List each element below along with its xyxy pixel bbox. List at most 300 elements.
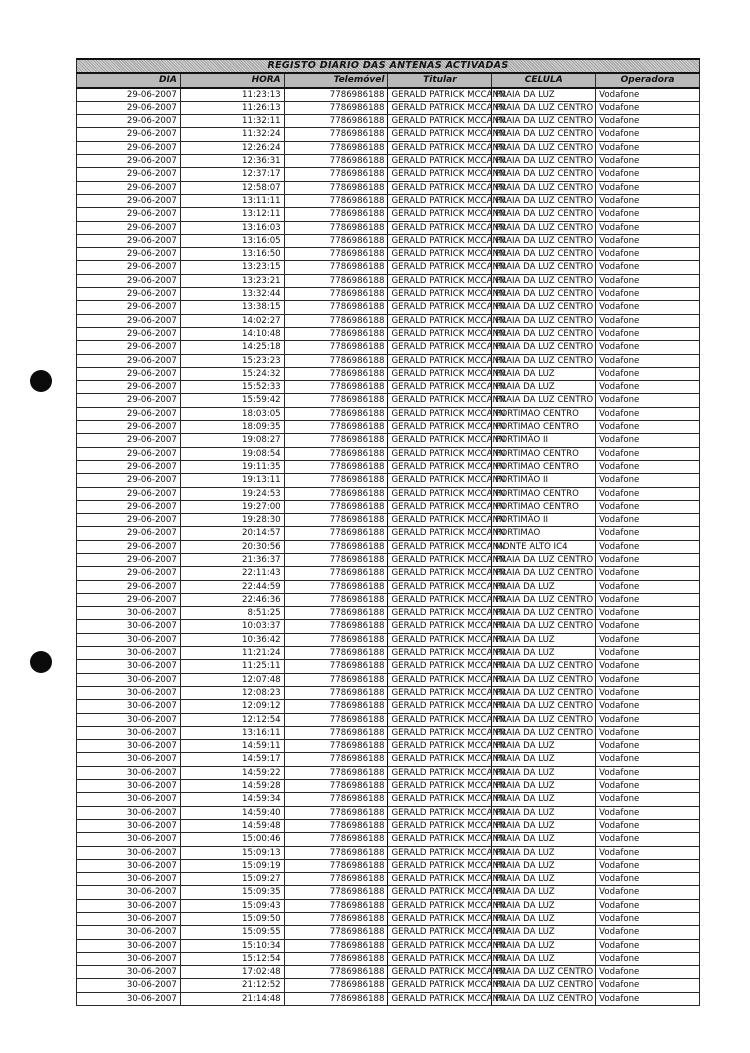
cell-telemovel: 7786986188	[284, 660, 388, 673]
cell-celula: PRAIA DA LUZ CENTRO	[492, 700, 596, 713]
cell-hora: 19:24:53	[180, 487, 284, 500]
cell-titular: GERALD PATRICK MCCANN	[388, 367, 492, 380]
cell-operadora: Vodafone	[596, 686, 700, 699]
cell-titular: GERALD PATRICK MCCANN	[388, 713, 492, 726]
cell-celula: PRAIA DA LUZ	[492, 952, 596, 965]
table-row	[77, 194, 700, 207]
cell-titular: GERALD PATRICK MCCANN	[388, 314, 492, 327]
cell-dia: 30-06-2007	[77, 700, 181, 713]
cell-telemovel: 7786986188	[284, 859, 388, 872]
cell-operadora: Vodafone	[596, 128, 700, 141]
cell-titular: GERALD PATRICK MCCANN	[388, 288, 492, 301]
cell-hora: 15:09:27	[180, 873, 284, 886]
cell-hora: 14:25:18	[180, 341, 284, 354]
cell-telemovel: 7786986188	[284, 301, 388, 314]
cell-operadora: Vodafone	[596, 553, 700, 566]
cell-operadora: Vodafone	[596, 88, 700, 102]
cell-celula: PRAIA DA LUZ	[492, 819, 596, 832]
cell-operadora: Vodafone	[596, 248, 700, 261]
cell-celula: PRAIA DA LUZ CENTRO	[492, 660, 596, 673]
cell-operadora: Vodafone	[596, 101, 700, 114]
table-row	[77, 88, 700, 102]
cell-hora: 12:09:12	[180, 700, 284, 713]
table-row	[77, 181, 700, 194]
cell-titular: GERALD PATRICK MCCANN	[388, 394, 492, 407]
table-row	[77, 407, 700, 420]
antenna-register-table	[76, 58, 700, 1006]
cell-hora: 22:46:36	[180, 593, 284, 606]
cell-dia: 30-06-2007	[77, 673, 181, 686]
cell-hora: 18:09:35	[180, 421, 284, 434]
cell-hora: 15:09:50	[180, 913, 284, 926]
cell-celula: PRAIA DA LUZ CENTRO	[492, 553, 596, 566]
cell-dia: 29-06-2007	[77, 553, 181, 566]
cell-telemovel: 7786986188	[284, 553, 388, 566]
cell-hora: 19:13:11	[180, 474, 284, 487]
table-row	[77, 367, 700, 380]
cell-operadora: Vodafone	[596, 939, 700, 952]
cell-telemovel: 7786986188	[284, 248, 388, 261]
cell-titular: GERALD PATRICK MCCANN	[388, 819, 492, 832]
table-row	[77, 966, 700, 979]
cell-titular: GERALD PATRICK MCCANN	[388, 979, 492, 992]
cell-hora: 12:12:54	[180, 713, 284, 726]
cell-hora: 13:16:05	[180, 234, 284, 247]
cell-celula: PORTIMAO CENTRO	[492, 487, 596, 500]
cell-celula: PRAIA DA LUZ	[492, 381, 596, 394]
cell-titular: GERALD PATRICK MCCANN	[388, 354, 492, 367]
cell-operadora: Vodafone	[596, 952, 700, 965]
cell-celula: PRAIA DA LUZ CENTRO	[492, 686, 596, 699]
cell-celula: PRAIA DA LUZ	[492, 740, 596, 753]
cell-dia: 29-06-2007	[77, 248, 181, 261]
cell-telemovel: 7786986188	[284, 939, 388, 952]
cell-operadora: Vodafone	[596, 327, 700, 340]
cell-titular: GERALD PATRICK MCCANN	[388, 474, 492, 487]
cell-titular: GERALD PATRICK MCCANN	[388, 873, 492, 886]
table-row	[77, 314, 700, 327]
cell-hora: 15:10:34	[180, 939, 284, 952]
cell-operadora: Vodafone	[596, 992, 700, 1005]
table-row	[77, 926, 700, 939]
cell-operadora: Vodafone	[596, 261, 700, 274]
cell-celula: PRAIA DA LUZ CENTRO	[492, 234, 596, 247]
cell-titular: GERALD PATRICK MCCANN	[388, 753, 492, 766]
cell-operadora: Vodafone	[596, 873, 700, 886]
table-row	[77, 979, 700, 992]
cell-celula: PRAIA DA LUZ CENTRO	[492, 181, 596, 194]
cell-dia: 29-06-2007	[77, 367, 181, 380]
cell-operadora: Vodafone	[596, 194, 700, 207]
table-row	[77, 713, 700, 726]
cell-telemovel: 7786986188	[284, 633, 388, 646]
cell-dia: 30-06-2007	[77, 633, 181, 646]
cell-hora: 22:44:59	[180, 580, 284, 593]
table-row	[77, 660, 700, 673]
cell-dia: 30-06-2007	[77, 620, 181, 633]
cell-operadora: Vodafone	[596, 966, 700, 979]
table-row	[77, 141, 700, 154]
cell-titular: GERALD PATRICK MCCANN	[388, 647, 492, 660]
cell-dia: 29-06-2007	[77, 540, 181, 553]
cell-hora: 15:23:23	[180, 354, 284, 367]
cell-hora: 10:36:42	[180, 633, 284, 646]
cell-titular: GERALD PATRICK MCCANN	[388, 620, 492, 633]
cell-celula: PRAIA DA LUZ CENTRO	[492, 354, 596, 367]
cell-operadora: Vodafone	[596, 886, 700, 899]
cell-operadora: Vodafone	[596, 314, 700, 327]
cell-dia: 30-06-2007	[77, 833, 181, 846]
cell-titular: GERALD PATRICK MCCANN	[388, 407, 492, 420]
cell-telemovel: 7786986188	[284, 833, 388, 846]
cell-telemovel: 7786986188	[284, 620, 388, 633]
cell-operadora: Vodafone	[596, 593, 700, 606]
cell-dia: 30-06-2007	[77, 939, 181, 952]
cell-celula: PRAIA DA LUZ CENTRO	[492, 208, 596, 221]
cell-titular: GERALD PATRICK MCCANN	[388, 660, 492, 673]
cell-celula: PRAIA DA LUZ CENTRO	[492, 593, 596, 606]
cell-celula: PRAIA DA LUZ	[492, 88, 596, 102]
cell-hora: 13:16:50	[180, 248, 284, 261]
cell-celula: PRAIA DA LUZ CENTRO	[492, 274, 596, 287]
table-body	[77, 88, 700, 1006]
table-row	[77, 780, 700, 793]
cell-celula: PRAIA DA LUZ CENTRO	[492, 567, 596, 580]
table-row	[77, 766, 700, 779]
cell-operadora: Vodafone	[596, 487, 700, 500]
table-row	[77, 447, 700, 460]
cell-dia: 30-06-2007	[77, 607, 181, 620]
cell-hora: 10:03:37	[180, 620, 284, 633]
cell-telemovel: 7786986188	[284, 407, 388, 420]
cell-operadora: Vodafone	[596, 633, 700, 646]
cell-celula: PRAIA DA LUZ	[492, 886, 596, 899]
cell-dia: 30-06-2007	[77, 926, 181, 939]
cell-hora: 13:23:15	[180, 261, 284, 274]
cell-titular: GERALD PATRICK MCCANN	[388, 686, 492, 699]
cell-operadora: Vodafone	[596, 141, 700, 154]
cell-titular: GERALD PATRICK MCCANN	[388, 780, 492, 793]
cell-celula: PRAIA DA LUZ CENTRO	[492, 141, 596, 154]
table-row	[77, 633, 700, 646]
cell-telemovel: 7786986188	[284, 593, 388, 606]
cell-celula: PRAIA DA LUZ	[492, 633, 596, 646]
cell-dia: 29-06-2007	[77, 567, 181, 580]
cell-telemovel: 7786986188	[284, 274, 388, 287]
table-row	[77, 620, 700, 633]
cell-telemovel: 7786986188	[284, 766, 388, 779]
cell-dia: 29-06-2007	[77, 288, 181, 301]
table-row	[77, 846, 700, 859]
cell-operadora: Vodafone	[596, 447, 700, 460]
cell-dia: 29-06-2007	[77, 421, 181, 434]
cell-celula: PRAIA DA LUZ CENTRO	[492, 327, 596, 340]
cell-telemovel: 7786986188	[284, 141, 388, 154]
cell-operadora: Vodafone	[596, 620, 700, 633]
col-header-dia: DIA	[77, 73, 181, 87]
cell-operadora: Vodafone	[596, 713, 700, 726]
cell-hora: 14:59:48	[180, 819, 284, 832]
cell-titular: GERALD PATRICK MCCANN	[388, 155, 492, 168]
cell-dia: 30-06-2007	[77, 793, 181, 806]
cell-celula: PORTIMAO CENTRO	[492, 447, 596, 460]
cell-dia: 29-06-2007	[77, 115, 181, 128]
table-row	[77, 726, 700, 739]
cell-titular: GERALD PATRICK MCCANN	[388, 926, 492, 939]
cell-hora: 13:23:21	[180, 274, 284, 287]
cell-dia: 30-06-2007	[77, 952, 181, 965]
table-row	[77, 673, 700, 686]
cell-titular: GERALD PATRICK MCCANN	[388, 886, 492, 899]
col-header-telemovel: Telemóvel	[284, 73, 388, 87]
cell-telemovel: 7786986188	[284, 314, 388, 327]
table-row	[77, 128, 700, 141]
cell-operadora: Vodafone	[596, 514, 700, 527]
cell-operadora: Vodafone	[596, 766, 700, 779]
cell-hora: 13:16:11	[180, 726, 284, 739]
cell-celula: PRAIA DA LUZ	[492, 939, 596, 952]
cell-celula: PRAIA DA LUZ	[492, 780, 596, 793]
cell-celula: MONTE ALTO IC4	[492, 540, 596, 553]
cell-celula: PRAIA DA LUZ	[492, 846, 596, 859]
cell-dia: 30-06-2007	[77, 966, 181, 979]
cell-dia: 30-06-2007	[77, 913, 181, 926]
cell-celula: PRAIA DA LUZ	[492, 580, 596, 593]
cell-hora: 11:32:24	[180, 128, 284, 141]
cell-operadora: Vodafone	[596, 288, 700, 301]
cell-dia: 30-06-2007	[77, 819, 181, 832]
cell-hora: 14:59:22	[180, 766, 284, 779]
cell-operadora: Vodafone	[596, 607, 700, 620]
cell-operadora: Vodafone	[596, 221, 700, 234]
cell-telemovel: 7786986188	[284, 700, 388, 713]
table-row	[77, 740, 700, 753]
cell-telemovel: 7786986188	[284, 288, 388, 301]
table-row	[77, 553, 700, 566]
cell-hora: 14:59:28	[180, 780, 284, 793]
cell-telemovel: 7786986188	[284, 381, 388, 394]
cell-celula: PRAIA DA LUZ CENTRO	[492, 966, 596, 979]
table-row	[77, 288, 700, 301]
cell-titular: GERALD PATRICK MCCANN	[388, 913, 492, 926]
cell-operadora: Vodafone	[596, 726, 700, 739]
cell-hora: 15:12:54	[180, 952, 284, 965]
cell-hora: 13:38:15	[180, 301, 284, 314]
cell-titular: GERALD PATRICK MCCANN	[388, 899, 492, 912]
cell-hora: 19:11:35	[180, 460, 284, 473]
cell-titular: GERALD PATRICK MCCANN	[388, 301, 492, 314]
cell-celula: PORTIMAO CENTRO	[492, 500, 596, 513]
cell-hora: 11:23:13	[180, 88, 284, 102]
table-row	[77, 527, 700, 540]
cell-dia: 29-06-2007	[77, 141, 181, 154]
cell-titular: GERALD PATRICK MCCANN	[388, 500, 492, 513]
cell-dia: 30-06-2007	[77, 886, 181, 899]
cell-telemovel: 7786986188	[284, 500, 388, 513]
cell-hora: 14:02:27	[180, 314, 284, 327]
cell-dia: 30-06-2007	[77, 780, 181, 793]
cell-celula: PRAIA DA LUZ CENTRO	[492, 168, 596, 181]
cell-dia: 30-06-2007	[77, 726, 181, 739]
cell-telemovel: 7786986188	[284, 155, 388, 168]
cell-dia: 29-06-2007	[77, 221, 181, 234]
cell-celula: PRAIA DA LUZ CENTRO	[492, 992, 596, 1005]
cell-celula: PORTIMÃO II	[492, 514, 596, 527]
cell-titular: GERALD PATRICK MCCANN	[388, 740, 492, 753]
table-row	[77, 421, 700, 434]
cell-titular: GERALD PATRICK MCCANN	[388, 700, 492, 713]
cell-celula: PRAIA DA LUZ	[492, 753, 596, 766]
cell-telemovel: 7786986188	[284, 367, 388, 380]
cell-telemovel: 7786986188	[284, 88, 388, 102]
cell-celula: PORTIMÃO II	[492, 474, 596, 487]
cell-hora: 15:09:43	[180, 899, 284, 912]
cell-dia: 29-06-2007	[77, 155, 181, 168]
cell-telemovel: 7786986188	[284, 992, 388, 1005]
cell-titular: GERALD PATRICK MCCANN	[388, 381, 492, 394]
cell-hora: 13:16:03	[180, 221, 284, 234]
table-row	[77, 301, 700, 314]
cell-telemovel: 7786986188	[284, 327, 388, 340]
cell-operadora: Vodafone	[596, 381, 700, 394]
table-row	[77, 381, 700, 394]
cell-telemovel: 7786986188	[284, 354, 388, 367]
cell-operadora: Vodafone	[596, 407, 700, 420]
cell-telemovel: 7786986188	[284, 234, 388, 247]
cell-telemovel: 7786986188	[284, 713, 388, 726]
cell-hora: 15:59:42	[180, 394, 284, 407]
cell-hora: 15:09:35	[180, 886, 284, 899]
cell-dia: 29-06-2007	[77, 88, 181, 102]
cell-telemovel: 7786986188	[284, 873, 388, 886]
cell-titular: GERALD PATRICK MCCANN	[388, 607, 492, 620]
table-row	[77, 939, 700, 952]
cell-titular: GERALD PATRICK MCCANN	[388, 793, 492, 806]
cell-titular: GERALD PATRICK MCCANN	[388, 952, 492, 965]
cell-telemovel: 7786986188	[284, 221, 388, 234]
cell-titular: GERALD PATRICK MCCANN	[388, 992, 492, 1005]
table-row	[77, 208, 700, 221]
col-header-titular: Titular	[388, 73, 492, 87]
table-row	[77, 593, 700, 606]
cell-titular: GERALD PATRICK MCCANN	[388, 567, 492, 580]
cell-operadora: Vodafone	[596, 913, 700, 926]
cell-celula: PRAIA DA LUZ	[492, 913, 596, 926]
cell-dia: 29-06-2007	[77, 593, 181, 606]
cell-titular: GERALD PATRICK MCCANN	[388, 593, 492, 606]
table-row	[77, 168, 700, 181]
cell-titular: GERALD PATRICK MCCANN	[388, 726, 492, 739]
cell-hora: 11:25:11	[180, 660, 284, 673]
cell-hora: 14:59:34	[180, 793, 284, 806]
cell-dia: 30-06-2007	[77, 740, 181, 753]
col-header-celula: CELULA	[492, 73, 596, 87]
cell-dia: 29-06-2007	[77, 181, 181, 194]
cell-celula: PRAIA DA LUZ CENTRO	[492, 288, 596, 301]
cell-telemovel: 7786986188	[284, 101, 388, 114]
cell-telemovel: 7786986188	[284, 580, 388, 593]
cell-operadora: Vodafone	[596, 819, 700, 832]
cell-telemovel: 7786986188	[284, 793, 388, 806]
cell-operadora: Vodafone	[596, 793, 700, 806]
cell-operadora: Vodafone	[596, 580, 700, 593]
cell-hora: 8:51:25	[180, 607, 284, 620]
cell-telemovel: 7786986188	[284, 115, 388, 128]
cell-hora: 14:59:17	[180, 753, 284, 766]
cell-titular: GERALD PATRICK MCCANN	[388, 766, 492, 779]
cell-telemovel: 7786986188	[284, 846, 388, 859]
cell-dia: 29-06-2007	[77, 261, 181, 274]
cell-celula: PRAIA DA LUZ CENTRO	[492, 194, 596, 207]
cell-dia: 29-06-2007	[77, 527, 181, 540]
cell-operadora: Vodafone	[596, 899, 700, 912]
table-row	[77, 833, 700, 846]
cell-telemovel: 7786986188	[284, 819, 388, 832]
cell-hora: 20:30:56	[180, 540, 284, 553]
cell-operadora: Vodafone	[596, 474, 700, 487]
table-row	[77, 434, 700, 447]
cell-telemovel: 7786986188	[284, 474, 388, 487]
cell-celula: PRAIA DA LUZ	[492, 873, 596, 886]
cell-operadora: Vodafone	[596, 115, 700, 128]
table-row	[77, 607, 700, 620]
cell-hora: 15:09:19	[180, 859, 284, 872]
cell-telemovel: 7786986188	[284, 806, 388, 819]
cell-hora: 12:26:24	[180, 141, 284, 154]
cell-dia: 30-06-2007	[77, 899, 181, 912]
table-row	[77, 992, 700, 1005]
cell-operadora: Vodafone	[596, 806, 700, 819]
cell-operadora: Vodafone	[596, 394, 700, 407]
table-row	[77, 394, 700, 407]
cell-titular: GERALD PATRICK MCCANN	[388, 460, 492, 473]
cell-titular: GERALD PATRICK MCCANN	[388, 527, 492, 540]
cell-operadora: Vodafone	[596, 660, 700, 673]
cell-operadora: Vodafone	[596, 168, 700, 181]
cell-hora: 12:58:07	[180, 181, 284, 194]
cell-hora: 19:08:27	[180, 434, 284, 447]
cell-hora: 21:14:48	[180, 992, 284, 1005]
cell-dia: 30-06-2007	[77, 979, 181, 992]
cell-celula: PRAIA DA LUZ CENTRO	[492, 261, 596, 274]
cell-telemovel: 7786986188	[284, 341, 388, 354]
cell-hora: 19:27:00	[180, 500, 284, 513]
cell-dia: 30-06-2007	[77, 806, 181, 819]
cell-titular: GERALD PATRICK MCCANN	[388, 274, 492, 287]
cell-operadora: Vodafone	[596, 354, 700, 367]
cell-celula: PRAIA DA LUZ	[492, 766, 596, 779]
cell-dia: 29-06-2007	[77, 327, 181, 340]
cell-dia: 29-06-2007	[77, 194, 181, 207]
cell-hora: 14:59:40	[180, 806, 284, 819]
cell-operadora: Vodafone	[596, 301, 700, 314]
cell-dia: 30-06-2007	[77, 846, 181, 859]
cell-dia: 30-06-2007	[77, 992, 181, 1005]
cell-dia: 29-06-2007	[77, 128, 181, 141]
cell-hora: 18:03:05	[180, 407, 284, 420]
cell-dia: 29-06-2007	[77, 301, 181, 314]
cell-titular: GERALD PATRICK MCCANN	[388, 261, 492, 274]
table-row	[77, 859, 700, 872]
cell-titular: GERALD PATRICK MCCANN	[388, 88, 492, 102]
col-header-operadora: Operadora	[596, 73, 700, 87]
table-row	[77, 899, 700, 912]
cell-dia: 29-06-2007	[77, 274, 181, 287]
cell-dia: 30-06-2007	[77, 753, 181, 766]
cell-celula: PRAIA DA LUZ CENTRO	[492, 128, 596, 141]
cell-celula: PRAIA DA LUZ	[492, 859, 596, 872]
cell-titular: GERALD PATRICK MCCANN	[388, 181, 492, 194]
